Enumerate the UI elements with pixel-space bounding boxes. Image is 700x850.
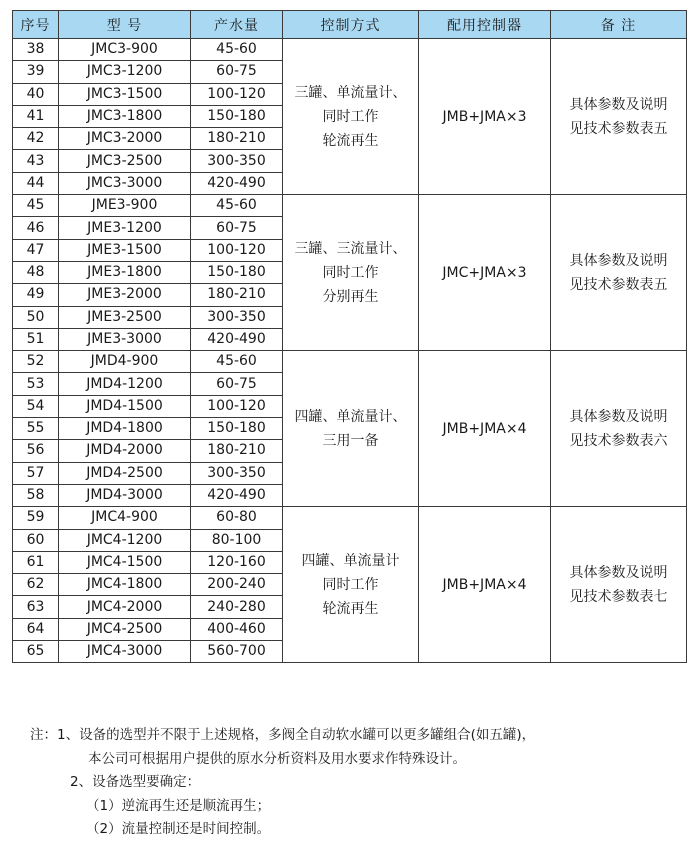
note-2: 2、设备选型要确定： (70, 774, 201, 790)
remark-line: 具体参数及说明 (569, 96, 668, 113)
cell-model: JMC3-2500 (59, 150, 191, 172)
cell-flow: 240-280 (191, 596, 283, 618)
cell-flow: 420-490 (191, 328, 283, 350)
control-line: 轮流再生 (322, 132, 379, 149)
note-1: 1、设备的选型并不限于上述规格，多阀全自动软水罐可以更多罐组合(如五罐)， (57, 727, 536, 743)
note-line (30, 818, 535, 842)
cell-no: 41 (13, 105, 59, 127)
cell-no: 57 (13, 462, 59, 484)
cell-flow: 60-80 (191, 507, 283, 529)
note-line (30, 724, 535, 748)
cell-flow: 560-700 (191, 641, 283, 663)
cell-no: 39 (13, 61, 59, 83)
cell-no: 52 (13, 351, 59, 373)
remark-line: 见技术参数表六 (569, 432, 668, 449)
cell-no: 43 (13, 150, 59, 172)
control-line: 同时工作 (322, 108, 379, 125)
note-2-item-2: （2）流量控制还是时间控制。 (86, 821, 271, 837)
cell-no: 64 (13, 618, 59, 640)
cell-no: 55 (13, 418, 59, 440)
table-row (13, 39, 687, 61)
note-line (30, 748, 535, 772)
remark-line: 见技术参数表五 (569, 120, 668, 137)
cell-model: JMD4-1200 (59, 373, 191, 395)
cell-model: JME3-3000 (59, 328, 191, 350)
header-no: 序号 (13, 11, 59, 39)
cell-control-method (283, 195, 419, 351)
header-row (13, 11, 687, 39)
remark-line: 见技术参数表七 (569, 588, 668, 605)
cell-flow: 180-210 (191, 440, 283, 462)
cell-model: JMC4-900 (59, 507, 191, 529)
note-1-cont: 本公司可根据用户提供的原水分析资料及用水要求作特殊设计。 (88, 750, 466, 767)
cell-flow: 45-60 (191, 39, 283, 61)
cell-controller: JMB+JMA×4 (419, 507, 551, 663)
cell-no: 46 (13, 217, 59, 239)
cell-model: JME3-2500 (59, 306, 191, 328)
cell-no: 51 (13, 328, 59, 350)
cell-remark (551, 507, 687, 663)
cell-no: 58 (13, 484, 59, 506)
cell-no: 65 (13, 641, 59, 663)
cell-no: 45 (13, 195, 59, 217)
header-controller: 配用控制器 (419, 11, 551, 39)
cell-no: 63 (13, 596, 59, 618)
cell-model: JMC3-2000 (59, 128, 191, 150)
control-line: 三罐、三流量计、 (294, 240, 407, 257)
cell-model: JMC4-2500 (59, 618, 191, 640)
note-2-item-1: （1）逆流再生还是顺流再生； (86, 797, 271, 814)
control-line: 四罐、单流量计 (301, 552, 400, 569)
note-line (30, 771, 535, 795)
cell-model: JMC4-1200 (59, 529, 191, 551)
cell-no: 49 (13, 284, 59, 306)
cell-control-method (283, 507, 419, 663)
header-remark: 备 注 (551, 11, 687, 39)
cell-controller: JMB+JMA×3 (419, 39, 551, 195)
cell-model: JMC4-3000 (59, 641, 191, 663)
cell-no: 40 (13, 83, 59, 105)
cell-flow: 300-350 (191, 462, 283, 484)
header-control: 控制方式 (283, 11, 419, 39)
cell-model: JME3-1500 (59, 239, 191, 261)
control-line: 三罐、单流量计、 (294, 84, 407, 101)
cell-flow: 60-75 (191, 373, 283, 395)
spec-table (12, 10, 687, 663)
cell-model: JMD4-1500 (59, 395, 191, 417)
cell-flow: 200-240 (191, 574, 283, 596)
cell-flow: 150-180 (191, 418, 283, 440)
table-body (13, 39, 687, 663)
cell-no: 42 (13, 128, 59, 150)
notes-label: 注： (30, 727, 57, 743)
cell-control-method (283, 351, 419, 507)
cell-flow: 100-120 (191, 395, 283, 417)
cell-flow: 300-350 (191, 150, 283, 172)
remark-line: 具体参数及说明 (569, 408, 668, 425)
cell-controller: JMB+JMA×4 (419, 351, 551, 507)
cell-flow: 100-120 (191, 83, 283, 105)
cell-model: JMC4-2000 (59, 596, 191, 618)
cell-no: 44 (13, 172, 59, 194)
cell-model: JMD4-1800 (59, 418, 191, 440)
table-row (13, 507, 687, 529)
header-model: 型 号 (59, 11, 191, 39)
cell-model: JMC3-1200 (59, 61, 191, 83)
cell-model: JME3-1200 (59, 217, 191, 239)
cell-model: JMD4-3000 (59, 484, 191, 506)
cell-flow: 45-60 (191, 351, 283, 373)
cell-model: JMC3-1500 (59, 83, 191, 105)
cell-flow: 420-490 (191, 484, 283, 506)
cell-flow: 150-180 (191, 261, 283, 283)
cell-model: JMD4-900 (59, 351, 191, 373)
cell-remark (551, 195, 687, 351)
cell-no: 50 (13, 306, 59, 328)
cell-model: JMC3-3000 (59, 172, 191, 194)
cell-no: 54 (13, 395, 59, 417)
table-row (13, 351, 687, 373)
note-line (30, 795, 535, 819)
control-line: 同时工作 (322, 576, 379, 593)
cell-model: JMC3-1800 (59, 105, 191, 127)
cell-no: 56 (13, 440, 59, 462)
cell-flow: 80-100 (191, 529, 283, 551)
cell-model: JMC4-1500 (59, 551, 191, 573)
cell-flow: 60-75 (191, 217, 283, 239)
cell-no: 59 (13, 507, 59, 529)
cell-flow: 45-60 (191, 195, 283, 217)
cell-control-method (283, 39, 419, 195)
control-line: 轮流再生 (322, 600, 379, 617)
cell-flow: 180-210 (191, 128, 283, 150)
control-line: 分别再生 (322, 288, 379, 305)
cell-no: 38 (13, 39, 59, 61)
control-line: 同时工作 (322, 264, 379, 281)
cell-model: JMD4-2000 (59, 440, 191, 462)
cell-no: 53 (13, 373, 59, 395)
notes (30, 724, 535, 842)
remark-line: 具体参数及说明 (569, 564, 668, 581)
cell-model: JME3-2000 (59, 284, 191, 306)
cell-no: 47 (13, 239, 59, 261)
cell-no: 60 (13, 529, 59, 551)
cell-flow: 180-210 (191, 284, 283, 306)
cell-controller: JMC+JMA×3 (419, 195, 551, 351)
table-row (13, 195, 687, 217)
cell-flow: 150-180 (191, 105, 283, 127)
remark-line: 见技术参数表五 (569, 276, 668, 293)
cell-model: JME3-900 (59, 195, 191, 217)
cell-model: JMD4-2500 (59, 462, 191, 484)
control-line: 四罐、单流量计、 (294, 408, 407, 425)
cell-flow: 120-160 (191, 551, 283, 573)
cell-flow: 400-460 (191, 618, 283, 640)
cell-flow: 60-75 (191, 61, 283, 83)
cell-model: JMC4-1800 (59, 574, 191, 596)
cell-no: 61 (13, 551, 59, 573)
cell-model: JMC3-900 (59, 39, 191, 61)
control-line: 三用一备 (322, 432, 379, 449)
cell-no: 62 (13, 574, 59, 596)
cell-flow: 300-350 (191, 306, 283, 328)
header-flow: 产水量 (191, 11, 283, 39)
cell-flow: 420-490 (191, 172, 283, 194)
cell-model: JME3-1800 (59, 261, 191, 283)
cell-flow: 100-120 (191, 239, 283, 261)
remark-line: 具体参数及说明 (569, 252, 668, 269)
cell-remark (551, 39, 687, 195)
cell-no: 48 (13, 261, 59, 283)
cell-remark (551, 351, 687, 507)
